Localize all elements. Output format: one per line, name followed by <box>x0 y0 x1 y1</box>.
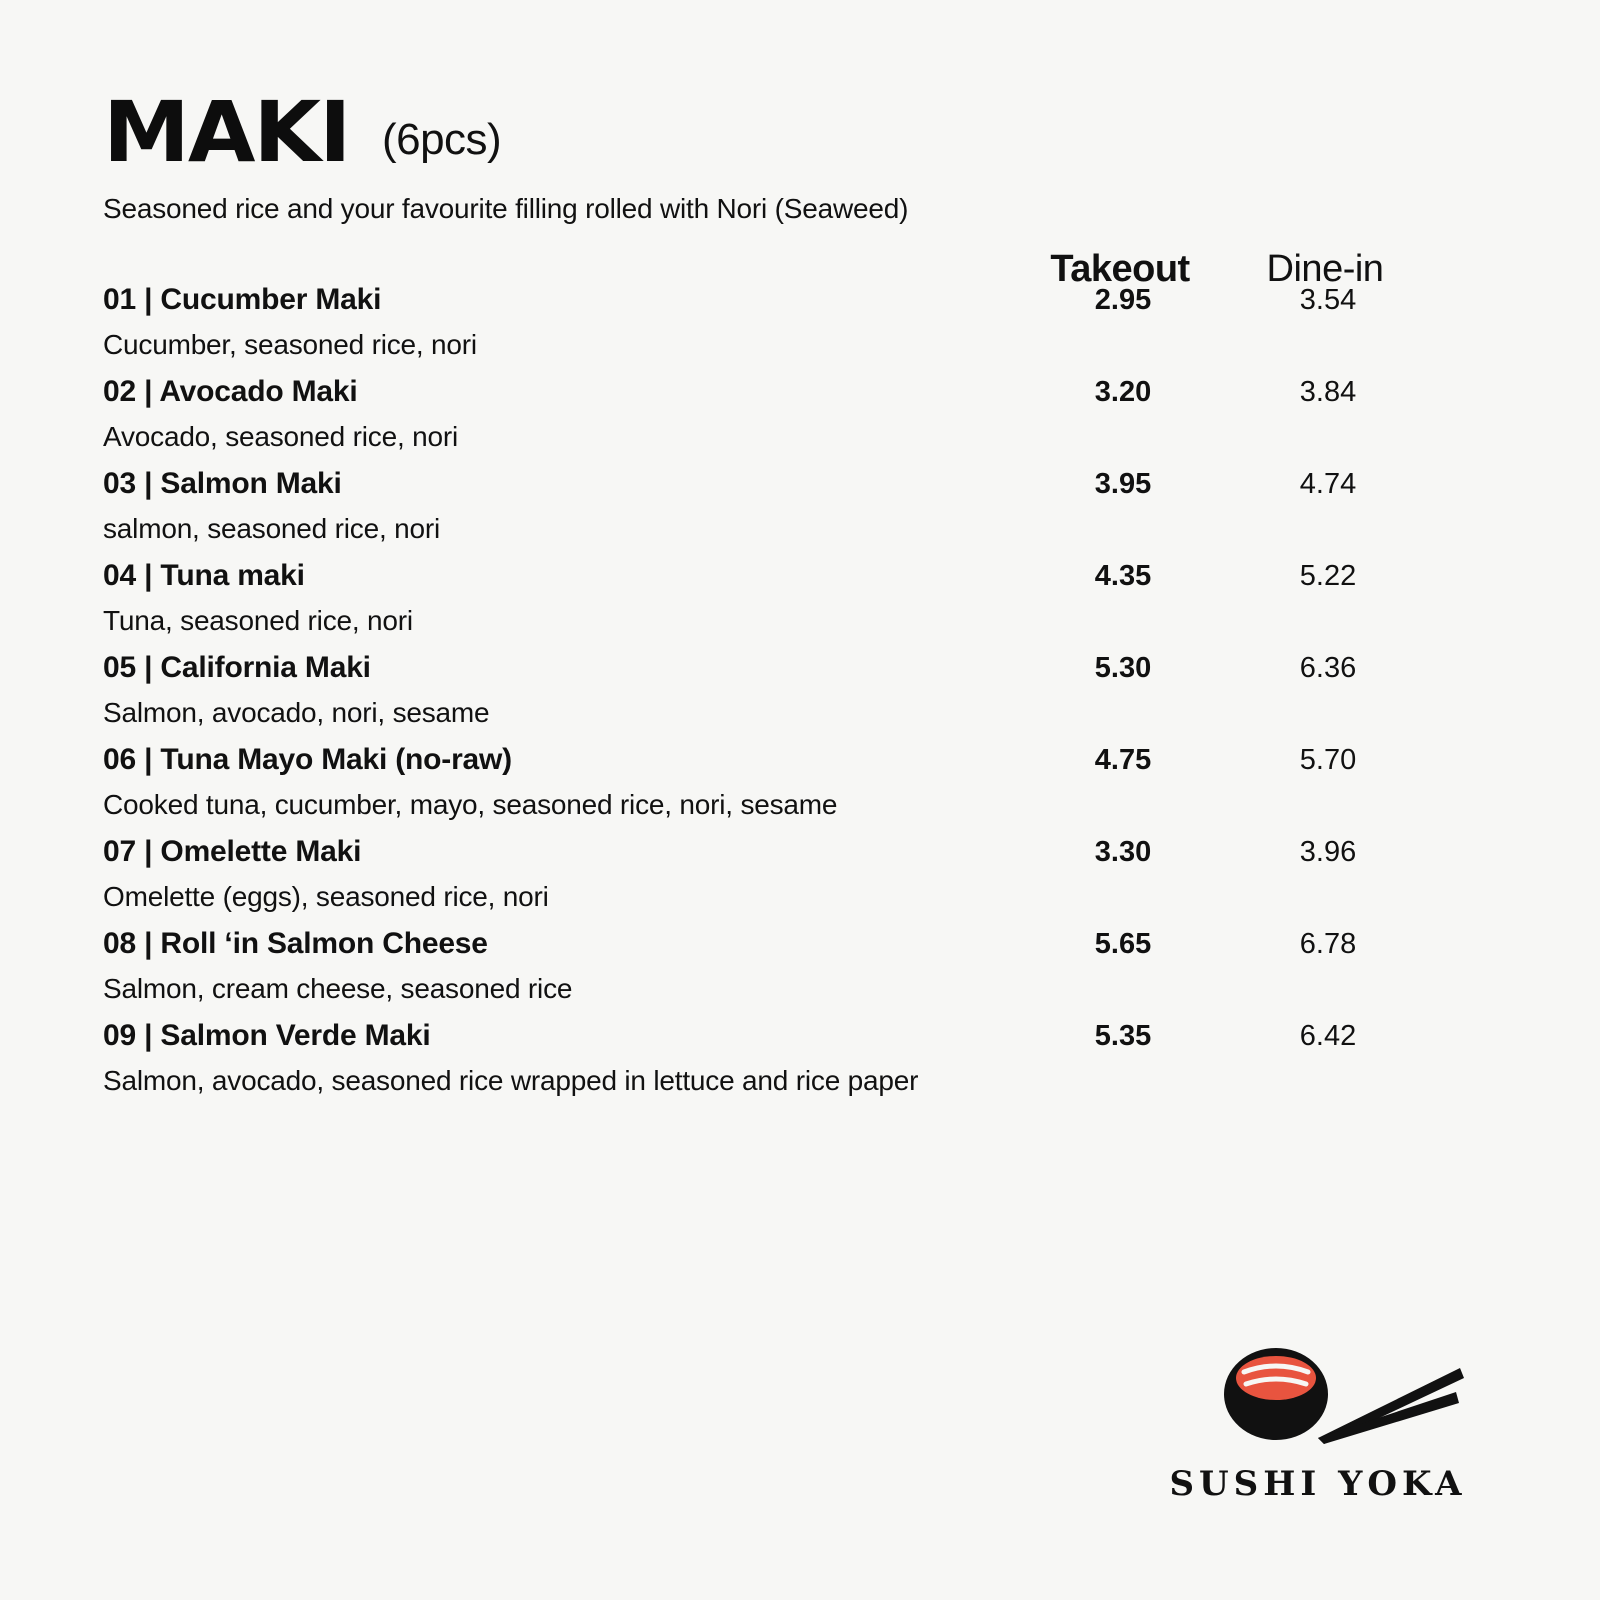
menu-item-description: Omelette (eggs), seasoned rice, nori <box>103 880 549 912</box>
menu-item-name: 01 | Cucumber Maki <box>103 282 382 316</box>
menu-item <box>103 835 1470 913</box>
menu-item-list <box>103 283 1470 1097</box>
menu-item-dinein-price: 5.70 <box>1299 743 1357 776</box>
column-header-takeout: Takeout <box>1050 248 1190 290</box>
menu-item-takeout-price: 5.35 <box>1094 1019 1152 1052</box>
menu-item-name: 04 | Tuna maki <box>103 558 305 592</box>
menu-item <box>103 559 1470 637</box>
menu-item-takeout-price: 4.35 <box>1094 559 1152 592</box>
menu-item-description: salmon, seasoned rice, nori <box>103 512 440 544</box>
menu-item-takeout-price: 5.30 <box>1094 651 1152 684</box>
sushi-roll-chopsticks-icon <box>1168 1334 1468 1454</box>
menu-item <box>103 743 1470 821</box>
menu-item-description: Tuna, seasoned rice, nori <box>103 604 413 636</box>
menu-item <box>103 651 1470 729</box>
menu-subtitle: Seasoned rice and your favourite filling rolled with Nori (Seaweed) <box>103 192 909 224</box>
menu-item-name: 08 | Roll ‘in Salmon Cheese <box>103 926 488 960</box>
menu-item-takeout-price: 3.30 <box>1094 835 1152 868</box>
menu-item-description: Salmon, avocado, nori, sesame <box>103 696 490 728</box>
menu-item-description: Cooked tuna, cucumber, mayo, seasoned rice, nori, sesame <box>103 788 838 820</box>
menu-item <box>103 467 1470 545</box>
menu-item-dinein-price: 6.42 <box>1299 1019 1357 1052</box>
menu-item-description: Cucumber, seasoned rice, nori <box>103 328 477 360</box>
menu-item-dinein-price: 3.54 <box>1299 283 1357 316</box>
menu-header <box>103 83 1470 181</box>
menu-item-dinein-price: 6.36 <box>1299 651 1357 684</box>
menu-item-name: 05 | California Maki <box>103 650 371 684</box>
column-header-dinein: Dine-in <box>1266 248 1384 290</box>
menu-item-dinein-price: 4.74 <box>1299 467 1357 500</box>
menu-item-description: Salmon, avocado, seasoned rice wrapped in lettuce and rice paper <box>103 1064 919 1096</box>
menu-item-description: Avocado, seasoned rice, nori <box>103 420 458 452</box>
menu-item-takeout-price: 4.75 <box>1094 743 1152 776</box>
menu-item-dinein-price: 5.22 <box>1299 559 1357 592</box>
pieces-label: (6pcs) <box>381 114 502 164</box>
menu-item-dinein-price: 3.84 <box>1299 375 1357 408</box>
menu-item-name: 07 | Omelette Maki <box>103 834 362 868</box>
menu-item-name: 02 | Avocado Maki <box>103 374 358 408</box>
menu-item-takeout-price: 2.95 <box>1094 283 1152 316</box>
menu-item-description: Salmon, cream cheese, seasoned rice <box>103 972 573 1004</box>
menu-item-takeout-price: 5.65 <box>1094 927 1152 960</box>
menu-item-name: 06 | Tuna Mayo Maki (no-raw) <box>103 742 512 776</box>
menu-item <box>103 1019 1470 1097</box>
menu-item-name: 03 | Salmon Maki <box>103 466 342 500</box>
page-title: MAKI <box>103 83 350 181</box>
menu-item <box>103 927 1470 1005</box>
menu-item-takeout-price: 3.20 <box>1094 375 1152 408</box>
menu-item-name: 09 | Salmon Verde Maki <box>103 1018 431 1052</box>
menu-item-dinein-price: 6.78 <box>1299 927 1357 960</box>
menu-item-dinein-price: 3.96 <box>1299 835 1357 868</box>
menu-item <box>103 375 1470 453</box>
menu-item <box>103 283 1470 361</box>
brand-name: SUSHI YOKA <box>1169 1464 1467 1504</box>
brand-logo <box>1168 1334 1468 1504</box>
menu-item-takeout-price: 3.95 <box>1094 467 1152 500</box>
